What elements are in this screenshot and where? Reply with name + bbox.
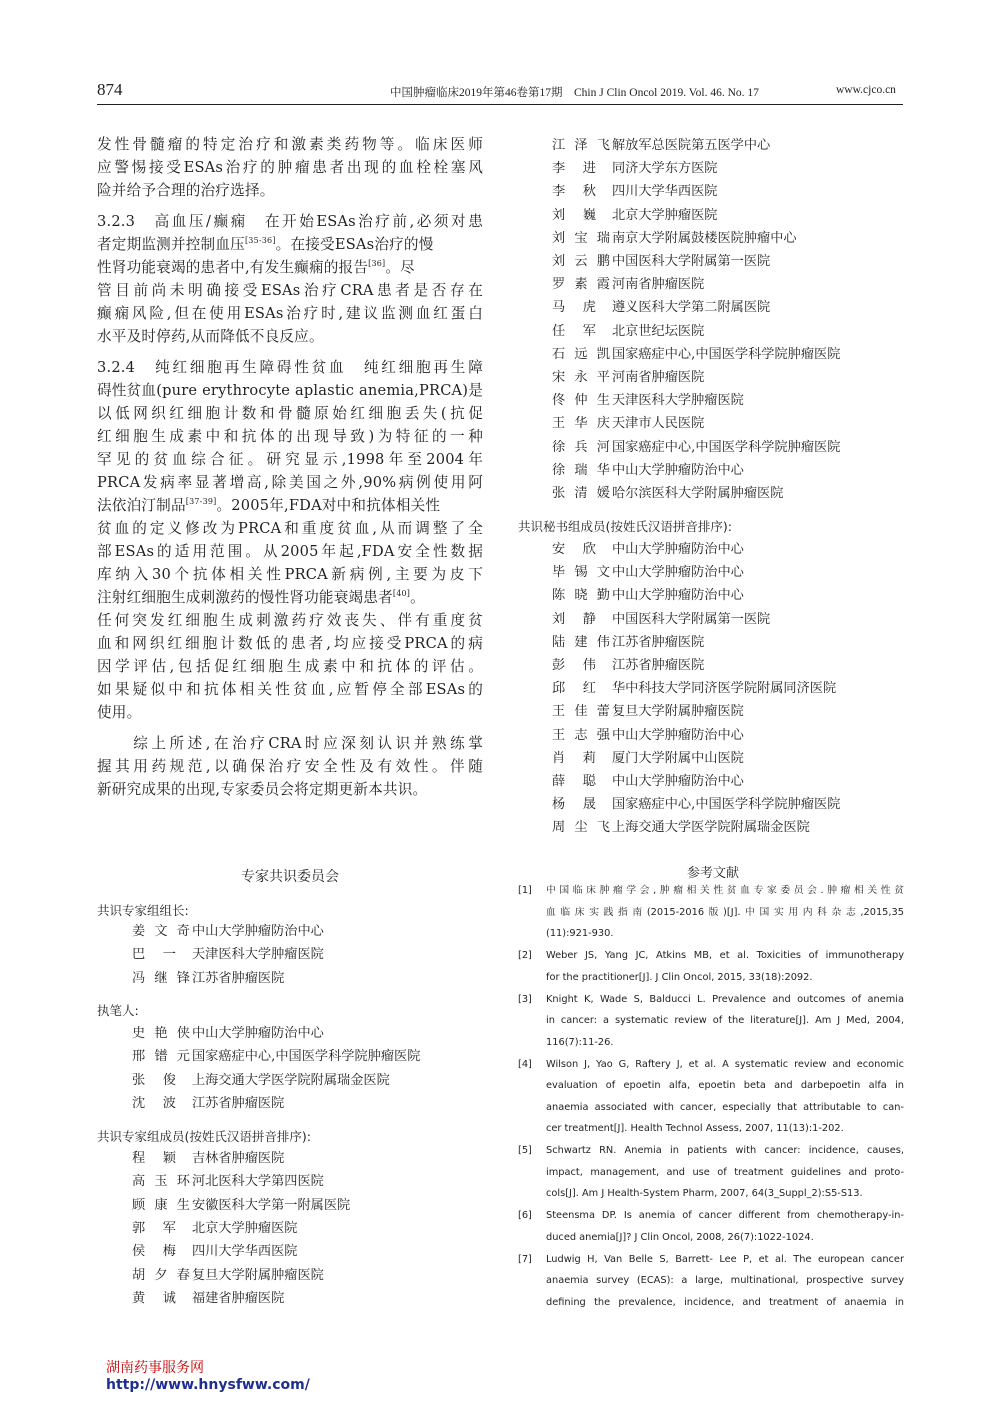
reference-line: duced anemia[J]? J Clin Oncol, 2008, 26(7):1022-1024. — [546, 1231, 814, 1243]
body-line: 法依泊汀制品[37-39]。2005年,FDA对中和抗体相关性 — [97, 497, 441, 514]
member-institution: 中山大学肿瘤防治中心 — [612, 565, 744, 581]
member-institution: 复旦大学附属肿瘤医院 — [612, 704, 744, 720]
member-institution: 中山大学肿瘤防治中心 — [192, 1026, 324, 1041]
member-institution: 中山大学肿瘤防治中心 — [612, 774, 744, 789]
member-name: 王志强 — [552, 727, 610, 743]
member-row — [552, 482, 783, 505]
member-name: 刘云鹏 — [552, 254, 610, 269]
member-institution: 河南省肿瘤医院 — [612, 277, 705, 293]
member-institution: 南京大学附属鼓楼医院肿瘤中心 — [612, 230, 797, 246]
member-name: 侯梅 — [132, 1244, 176, 1260]
reference-number: [3] — [518, 993, 532, 1005]
body-line: 红细胞生成素中和抗体的出现导致)为特征的一种 — [97, 428, 483, 445]
page-number: 874 — [97, 80, 123, 99]
member-row — [132, 1217, 298, 1240]
member-institution: 中山大学肿瘤防治中心 — [612, 727, 744, 743]
member-name: 罗素霞 — [552, 277, 610, 293]
member-row — [552, 180, 718, 203]
member-row — [552, 134, 770, 157]
member-row — [132, 1045, 420, 1068]
member-name: 郭军 — [132, 1220, 176, 1236]
member-name: 胡夕春 — [132, 1267, 190, 1283]
member-row — [552, 250, 770, 273]
member-row — [552, 366, 704, 389]
page-header — [0, 0, 1000, 110]
member-row — [552, 389, 744, 412]
reference-line: 116(7):11-26. — [546, 1036, 614, 1048]
body-line: 以低网织红细胞计数和骨髓原始红细胞丢失(抗促 — [97, 405, 483, 422]
member-name: 薛聪 — [552, 774, 596, 789]
member-institution: 江苏省肿瘤医院 — [192, 970, 285, 986]
member-row — [132, 1069, 390, 1092]
member-name: 沈波 — [132, 1095, 176, 1111]
body-line: 握其用药规范,以确保治疗安全性及有效性。伴随 — [97, 758, 483, 775]
member-institution: 北京大学肿瘤医院 — [612, 207, 718, 223]
body-line: 注射红细胞生成刺激药的慢性肾功能衰竭患者[40]。 — [97, 589, 425, 606]
citation: [35-36] — [244, 236, 276, 245]
body-line: 因学评估,包括促红细胞生成素中和抗体的评估。 — [97, 658, 483, 675]
body-line: 库纳入30个抗体相关性PRCA新病例,主要为皮下 — [97, 566, 483, 583]
reference-line: cer treatment[J]. Health Technol Assess, 2007, 11(13):1-202. — [546, 1123, 844, 1134]
writers-heading: 执笔人: — [97, 1003, 139, 1018]
member-name: 张清媛 — [552, 486, 610, 501]
member-row — [552, 273, 704, 296]
reference-line: anaemia survey (ECAS): a large, multinational, prospective survey — [546, 1275, 904, 1286]
body-line: 部ESAs的适用范围。从2005年起,FDA安全性数据 — [97, 543, 483, 560]
body-line: 发性骨髓瘤的特定治疗和激素类药物等。临床医师 — [97, 136, 483, 153]
body-line: 任何突发红细胞生成刺激药疗效丧失、伴有重度贫 — [97, 612, 483, 629]
member-institution: 遵义医科大学第二附属医院 — [612, 300, 771, 316]
reference-line: Knight K, Wade S, Balducci L. Prevalence and outcomes of anemia — [546, 993, 904, 1005]
member-name: 徐兵河 — [552, 439, 610, 455]
member-name: 马虎 — [552, 300, 596, 316]
member-institution: 安徽医科大学第一附属医院 — [192, 1197, 351, 1213]
member-row — [552, 816, 810, 839]
member-row — [552, 538, 744, 561]
body-line: 罕见的贫血综合征。研究显示,1998年至2004年 — [97, 451, 483, 468]
watermark — [106, 1357, 310, 1393]
member-institution: 福建省肿瘤医院 — [192, 1290, 285, 1306]
member-row — [552, 343, 840, 366]
reference-line: evaluation of epoetin alfa, epoetin beta and darbepoetin alfa in — [546, 1080, 904, 1091]
member-institution: 吉林省肿瘤医院 — [192, 1151, 285, 1166]
member-row — [552, 724, 744, 747]
member-row — [132, 943, 324, 966]
member-row — [552, 770, 744, 793]
member-name: 王佳蕾 — [552, 704, 610, 720]
member-name: 佟仲生 — [552, 393, 610, 409]
member-name: 冯继锋 — [132, 970, 190, 986]
reference-item — [518, 1140, 904, 1205]
member-institution: 国家癌症中心,中国医学科学院肿瘤医院 — [612, 439, 841, 455]
member-institution: 上海交通大学医学院附属瑞金医院 — [192, 1072, 390, 1088]
member-institution: 北京世纪坛医院 — [612, 323, 705, 339]
member-name: 周尘飞 — [552, 820, 610, 836]
member-row — [552, 654, 704, 677]
member-row — [552, 459, 744, 482]
member-name: 巴一 — [132, 947, 176, 963]
body-line: 险并给予合理的治疗选择。 — [97, 182, 275, 199]
committee-title: 专家共识委员会 — [241, 869, 339, 885]
body-line: 者定期监测并控制血压[35-36]。在接受ESAs治疗的慢 — [97, 236, 434, 253]
member-institution: 江苏省肿瘤医院 — [612, 658, 705, 673]
secretary-heading: 共识秘书组成员(按姓氏汉语拼音排序): — [518, 519, 732, 534]
body-line: PRCA发病率显著增高,除美国之外,90%病例使用阿 — [97, 474, 483, 491]
reference-number: [7] — [518, 1253, 532, 1265]
member-institution: 江苏省肿瘤医院 — [612, 634, 705, 650]
member-row — [552, 412, 704, 435]
member-institution: 中山大学肿瘤防治中心 — [612, 462, 744, 478]
member-name: 李秋 — [552, 184, 596, 200]
reference-line: Ludwig H, Van Belle S, Barrett- Lee P, et al. The european cancer — [546, 1253, 904, 1265]
member-name: 邱红 — [552, 681, 596, 697]
member-name: 毕锡文 — [552, 565, 610, 581]
member-name: 肖莉 — [552, 750, 596, 766]
reference-number: [2] — [518, 950, 532, 961]
reference-number: [6] — [518, 1210, 532, 1221]
reference-line: 血临床实践指南(2015-2016版)[J].中国实用内科杂志,2015,35 — [546, 906, 904, 918]
member-row — [132, 1264, 324, 1287]
member-institution: 四川大学华西医院 — [612, 184, 718, 200]
body-line: 管目前尚未明确接受ESAs治疗CRA患者是否存在 — [97, 282, 483, 299]
header-rule — [97, 104, 903, 105]
member-name: 安欣 — [552, 542, 596, 557]
section-heading-3-2-3: 3.2.3 高血压/癫痫 在开始ESAs治疗前,必须对患 — [97, 213, 483, 230]
member-row — [552, 436, 840, 459]
member-institution: 国家癌症中心,中国医学科学院肿瘤医院 — [192, 1049, 421, 1065]
watermark-name: 湖南药事服务网 — [106, 1360, 204, 1376]
journal-website: www.cjco.cn — [836, 84, 896, 96]
member-name: 刘巍 — [552, 207, 596, 223]
member-name: 石远凯 — [552, 346, 610, 362]
member-institution: 中山大学肿瘤防治中心 — [612, 588, 744, 604]
member-institution: 华中科技大学同济医学院附属同济医院 — [612, 681, 837, 697]
member-row — [132, 1194, 350, 1217]
member-row — [552, 677, 836, 700]
member-row — [552, 320, 704, 343]
reference-line: cols[J]. Am J Health-System Pharm, 2007, 64(3_Suppl_2):S5-S13. — [546, 1188, 863, 1199]
member-row — [132, 1147, 284, 1170]
section-heading-3-2-4: 3.2.4 纯红细胞再生障碍性贫血 纯红细胞再生障 — [97, 359, 483, 376]
member-row — [552, 584, 744, 607]
citation: [36] — [368, 259, 386, 268]
leaders-heading: 共识专家组组长: — [97, 903, 189, 918]
member-name: 高玉环 — [132, 1174, 190, 1190]
member-row — [552, 157, 718, 180]
members-heading: 共识专家组成员(按姓氏汉语拼音排序): — [97, 1129, 311, 1144]
reference-item — [518, 880, 904, 945]
member-name: 李进 — [552, 161, 596, 177]
reference-line: impact, management, and use of treatment guidelines and proto- — [546, 1166, 904, 1178]
member-institution: 天津市人民医院 — [612, 416, 705, 432]
member-row — [132, 967, 284, 990]
member-institution: 天津医科大学肿瘤医院 — [192, 947, 324, 963]
reference-line: (11):921-930. — [546, 928, 614, 939]
member-institution: 中国医科大学附属第一医院 — [612, 254, 771, 269]
reference-item — [518, 1205, 904, 1248]
member-row — [552, 747, 744, 770]
member-name: 任军 — [552, 323, 596, 339]
citation: [37-39] — [185, 497, 217, 506]
body-line: 碍性贫血(pure erythrocyte aplastic anemia,PRCA)是 — [97, 382, 483, 399]
member-row — [132, 1022, 324, 1045]
member-name: 邢镨元 — [132, 1049, 190, 1065]
references-title: 参考文献 — [686, 866, 739, 881]
member-name: 王华庆 — [552, 416, 610, 432]
member-institution: 河北医科大学第四医院 — [192, 1174, 324, 1190]
member-institution: 中山大学肿瘤防治中心 — [612, 542, 744, 557]
member-name: 杨晟 — [552, 797, 596, 813]
reference-line: Steensma DP. Is anemia of cancer different from chemotherapy-in- — [546, 1210, 904, 1221]
member-row — [552, 204, 718, 227]
member-name: 宋永平 — [552, 370, 610, 385]
member-name: 史艳侠 — [132, 1026, 190, 1041]
member-name: 陈晓勤 — [552, 588, 610, 604]
member-institution: 哈尔滨医科大学附属肿瘤医院 — [612, 486, 784, 501]
member-institution: 河南省肿瘤医院 — [612, 370, 705, 385]
reference-line: Wilson J, Yao G, Raftery J, et al. A systematic review and economic — [546, 1058, 904, 1070]
member-name: 江泽飞 — [552, 138, 610, 153]
member-institution: 江苏省肿瘤医院 — [192, 1095, 285, 1111]
reference-item — [518, 1249, 904, 1314]
member-row — [552, 608, 770, 631]
reference-line: in cancer: a systematic review of the literature[J]. Am J Med, 2004, — [546, 1015, 904, 1026]
reference-line: defining the prevalence, incidence, and treatment of anaemia in — [546, 1296, 904, 1308]
member-name: 姜文奇 — [132, 924, 190, 939]
reference-item — [518, 945, 904, 988]
body-line: 水平及时停药,从而降低不良反应。 — [97, 328, 324, 345]
reference-item — [518, 989, 904, 1054]
body-line: 应警惕接受ESAs治疗的肿瘤患者出现的血栓栓塞风 — [97, 159, 483, 176]
member-institution: 同济大学东方医院 — [612, 161, 718, 177]
body-line: 癫痫风险,但在使用ESAs治疗时,建议监测血红蛋白 — [97, 305, 483, 322]
member-institution: 中国医科大学附属第一医院 — [612, 611, 771, 627]
member-name: 黄诚 — [132, 1290, 176, 1306]
member-row — [552, 631, 704, 654]
member-row — [552, 561, 744, 584]
reference-line: for the practitioner[J]. J Clin Oncol, 2015, 33(18):2092. — [546, 971, 813, 983]
member-row — [132, 1092, 284, 1115]
member-row — [132, 1240, 298, 1263]
member-row — [132, 1287, 284, 1310]
member-name: 徐瑞华 — [552, 462, 610, 478]
member-institution: 四川大学华西医院 — [192, 1244, 298, 1260]
member-name: 彭伟 — [552, 658, 596, 673]
member-row — [552, 227, 797, 250]
reference-line: 中国临床肿瘤学会,肿瘤相关性贫血专家委员会.肿瘤相关性贫 — [546, 885, 904, 896]
member-name: 刘静 — [552, 611, 596, 627]
body-line: 贫血的定义修改为PRCA和重度贫血,从而调整了全 — [97, 520, 483, 537]
member-row — [552, 793, 840, 816]
body-line: 血和网织红细胞计数低的患者,均应接受PRCA的病 — [97, 635, 483, 652]
member-name: 张俊 — [132, 1072, 176, 1088]
body-line: 新研究成果的出现,专家委员会将定期更新本共识。 — [97, 781, 428, 798]
member-institution: 厦门大学附属中山医院 — [612, 750, 744, 766]
body-line: 综上所述,在治疗CRA时应深刻认识并熟练掌 — [97, 735, 483, 752]
member-institution: 复旦大学附属肿瘤医院 — [192, 1267, 324, 1283]
watermark-url[interactable]: http://www.hnysfww.com/ — [106, 1377, 310, 1393]
reference-line: Schwartz RN. Anemia in patients with cancer: incidence, causes, — [546, 1145, 904, 1156]
member-name: 陆建伟 — [552, 634, 610, 650]
reference-line: anaemia associated with cancer, especially that attributable to can- — [546, 1101, 904, 1113]
citation: [40] — [392, 589, 411, 598]
body-line: 如果疑似中和抗体相关性贫血,应暂停全部ESAs的 — [97, 681, 483, 698]
reference-number: [4] — [518, 1058, 532, 1070]
reference-number: [5] — [518, 1145, 532, 1156]
reference-item — [518, 1054, 904, 1140]
member-row — [552, 700, 744, 723]
member-institution: 上海交通大学医学院附属瑞金医院 — [612, 820, 810, 836]
member-name: 顾康生 — [132, 1197, 190, 1213]
member-institution: 国家癌症中心,中国医学科学院肿瘤医院 — [612, 797, 841, 813]
member-institution: 解放军总医院第五医学中心 — [612, 138, 771, 153]
member-institution: 国家癌症中心,中国医学科学院肿瘤医院 — [612, 346, 841, 362]
member-row — [132, 920, 324, 943]
member-institution: 中山大学肿瘤防治中心 — [192, 924, 324, 939]
member-row — [552, 296, 770, 319]
body-line: 性肾功能衰竭的患者中,有发生癫痫的报告[36]。尽 — [97, 259, 415, 276]
body-line: 使用。 — [97, 704, 142, 721]
member-name: 程颖 — [132, 1151, 176, 1166]
member-name: 刘宝瑞 — [552, 230, 610, 246]
member-institution: 北京大学肿瘤医院 — [192, 1220, 298, 1236]
member-row — [132, 1170, 324, 1193]
reference-line: Weber JS, Yang JC, Atkins MB, et al. Toxicities of immunotherapy — [546, 950, 904, 961]
reference-number: [1] — [518, 885, 532, 896]
member-institution: 天津医科大学肿瘤医院 — [612, 393, 744, 409]
journal-citation: 中国肿瘤临床2019年第46卷第17期 Chin J Clin Oncol 2019. Vol. 46. No. 17 — [390, 87, 759, 99]
